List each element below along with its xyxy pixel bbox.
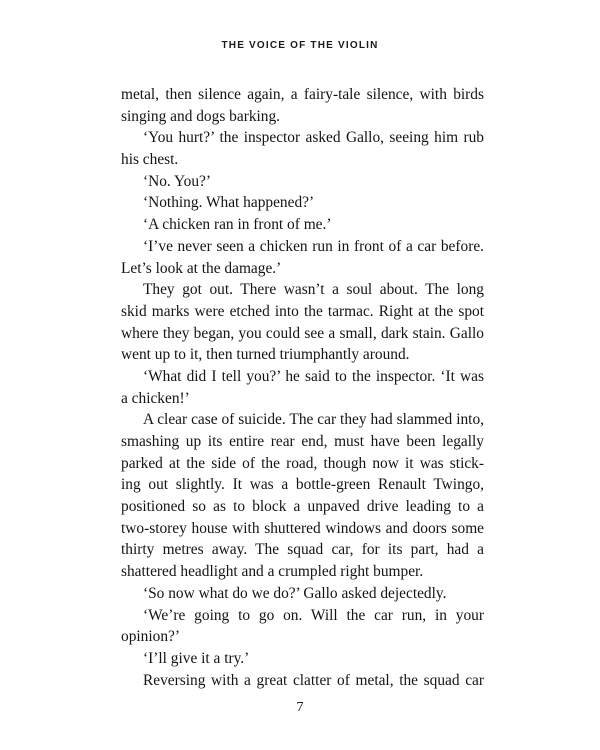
- text-line: ing out slightly. It was a bottle-green Renault Twingo,: [121, 476, 484, 494]
- text-line: A clear case of suicide. The car they had slammed into,: [143, 411, 484, 429]
- text-line: two-storey house with shuttered windows and doors some: [121, 519, 484, 537]
- text-line: ‘No. You?’: [143, 172, 211, 190]
- text-line: skid marks were etched into the tarmac. Right at the spot: [121, 302, 484, 320]
- text-line: Let’s look at the damage.’: [121, 259, 282, 277]
- text-line: ‘I’ll give it a try.’: [143, 649, 250, 667]
- text-line: went up to it, then turned triumphantly around.: [121, 346, 410, 364]
- page-number: 7: [296, 700, 304, 715]
- text-line: parked at the side of the road, though now it was stick-: [121, 454, 484, 472]
- text-line: a chicken!’: [121, 389, 190, 407]
- text-line: thirty metres away. The squad car, for its part, had a: [121, 541, 484, 559]
- text-line: shattered headlight and a crumpled right bumper.: [121, 563, 424, 581]
- text-line: singing and dogs barking.: [121, 107, 281, 125]
- running-head: THE VOICE OF THE VIOLIN: [221, 40, 379, 51]
- text-line: ‘What did I tell you?’ he said to the inspector. ‘It was: [143, 367, 484, 385]
- text-line: ‘You hurt?’ the inspector asked Gallo, seeing him rub: [143, 129, 484, 147]
- text-line: ‘We’re going to go on. Will the car run, in your: [143, 606, 484, 624]
- text-line: ‘Nothing. What happened?’: [143, 194, 315, 212]
- text-line: positioned so as to block a unpaved drive leading to a: [121, 498, 484, 516]
- text-line: ‘A chicken ran in front of me.’: [143, 216, 332, 234]
- text-line: ‘So now what do we do?’ Gallo asked dejectedly.: [143, 584, 447, 602]
- text-line: They got out. There wasn’t a soul about. The long: [143, 281, 484, 299]
- text-line: opinion?’: [121, 628, 180, 646]
- text-line: ‘I’ve never seen a chicken run in front of a car before.: [143, 237, 484, 255]
- text-line: smashing up its entire rear end, must have been legally: [121, 433, 484, 450]
- text-line: metal, then silence again, a fairy-tale silence, with birds: [121, 86, 484, 103]
- text-line: his chest.: [121, 151, 179, 169]
- text-line: Reversing with a great clatter of metal, the squad car: [143, 671, 484, 689]
- body-text: [121, 84, 484, 691]
- text-line: where they began, you could see a small, dark stain. Gallo: [121, 324, 484, 342]
